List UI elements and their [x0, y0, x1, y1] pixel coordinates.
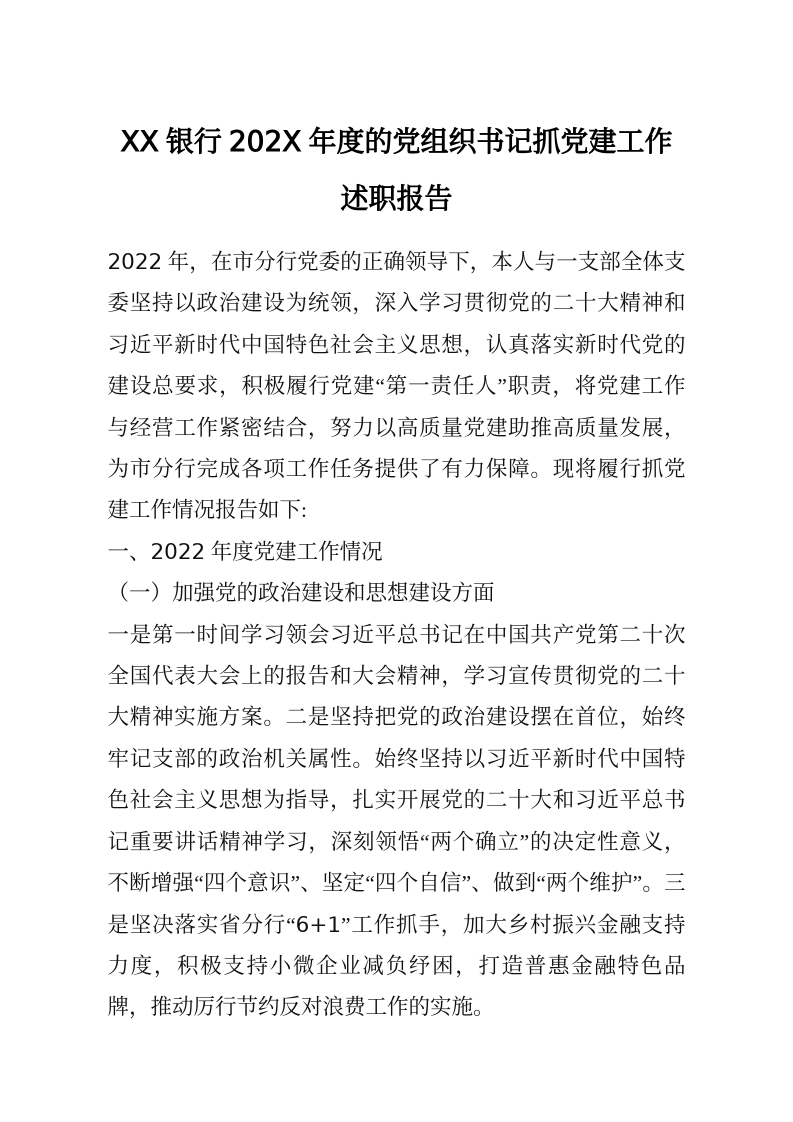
- document-body: [108, 242, 686, 1029]
- intro-paragraph: 2022 年，在市分行党委的正确领导下，本人与一支部全体支委坚持以政治建设为统领，深入学习贯彻党的二十大精神和习近平新时代中国特色社会主义思想，认真落实新时代党的建设总要求，积极履行党建“第一责任人”职责，将党建工作与经营工作紧密结合，努力以高质量党建助推高质量发展，为市分行完成各项工作任务提供了有力保障。现将履行抓党建工作情况报告如下:: [107, 250, 686, 523]
- document-title: XX 银行 202X 年度的党组织书记抓党建工作述职报告: [120, 127, 673, 215]
- document-content: [108, 114, 686, 1029]
- subsection-heading: （一）加强党的政治建设和思想建设方面: [107, 581, 495, 606]
- content-paragraph: 一是第一时间学习领会习近平总书记在中国共产党第二十次全国代表大会上的报告和大会精神，学习宣传贯彻党的二十大精神实施方案。二是坚持把党的政治建设摆在首位，始终牢记支部的政治机关属性。始终坚持以习近平新时代中国特色社会主义思想为指导，扎实开展党的二十大和习近平总书记重要讲话精神学习，深刻领悟“两个确立”的决定性意义，不断增强“四个意识”、坚定“四个自信”、做到“两个维护”。三是坚决落实省分行“6+1”工作抓手，加大乡村振兴金融支持力度，积极支持小微企业减负纾困，打造普惠金融特色品牌，推动厉行节约反对浪费工作的实施。: [107, 622, 686, 1020]
- section-heading: 一、2022 年度党建工作情况: [107, 539, 383, 564]
